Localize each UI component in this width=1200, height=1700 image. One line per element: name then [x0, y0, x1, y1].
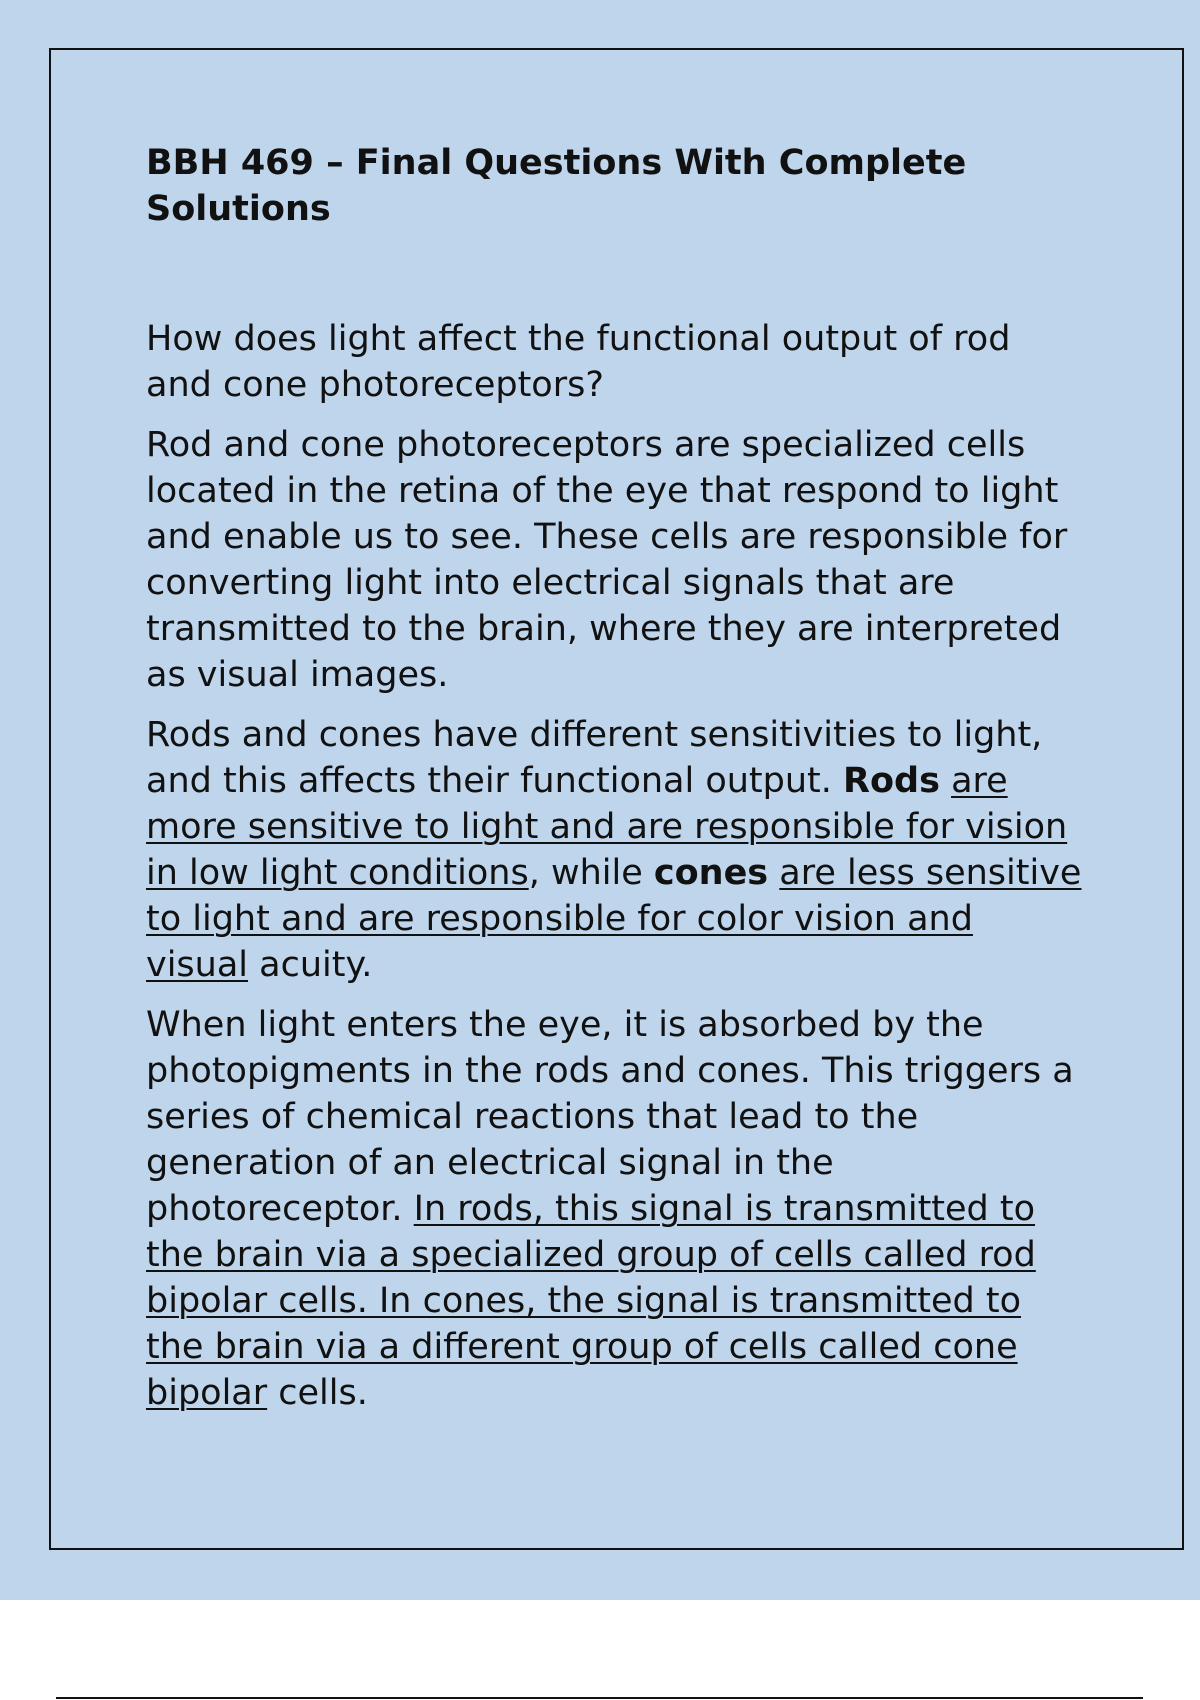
answer-paragraph-1: Rod and cone photoreceptors are specialized cells located in the retina of the eye that respond to light and enable us to see. These cells are responsible for converting light into electrical signals that are transmitted to the brain, where they are interpreted as visual images. — [146, 425, 1068, 695]
paragraph-2-intro: Rods and cones have different sensitivities to light, and this affects their functional output. — [146, 715, 1043, 801]
paragraph-3-intro: When light enters the eye, it is absorbed by the photopigments in the rods and cones. This triggers a series of chemical reactions that lead to the generation of an electrical signal in the photoreceptor. — [146, 1005, 1074, 1229]
answer-paragraph-2 — [146, 712, 1086, 988]
cones-term: cones — [653, 853, 769, 893]
document-content — [146, 140, 1086, 1430]
paragraph-2-ending: acuity. — [248, 945, 373, 985]
bipolar-cells-explanation: In rods, this signal is transmitted to the brain via a specialized group of cells called rod bipolar cells. In cones, the signal is transmitted to the brain via a different group of cells called cone bipolar — [146, 1189, 1036, 1413]
question-text: How does light affect the functional output of rod and cone photoreceptors? — [146, 319, 1011, 405]
cones-description: are less sensitive to light and are responsible for color vision and visual — [146, 853, 1082, 985]
paragraph-3-ending: cells. — [267, 1373, 368, 1413]
footer-divider — [56, 1697, 1143, 1699]
rods-term: Rods — [843, 761, 940, 801]
rods-description: are more sensitive to light and are responsible for vision in low light conditions — [146, 761, 1068, 893]
document-title: BBH 469 – Final Questions With Complete Solutions — [146, 143, 967, 229]
paragraph-2-middle: , while — [528, 853, 654, 893]
answer-paragraph-3 — [146, 1002, 1086, 1416]
